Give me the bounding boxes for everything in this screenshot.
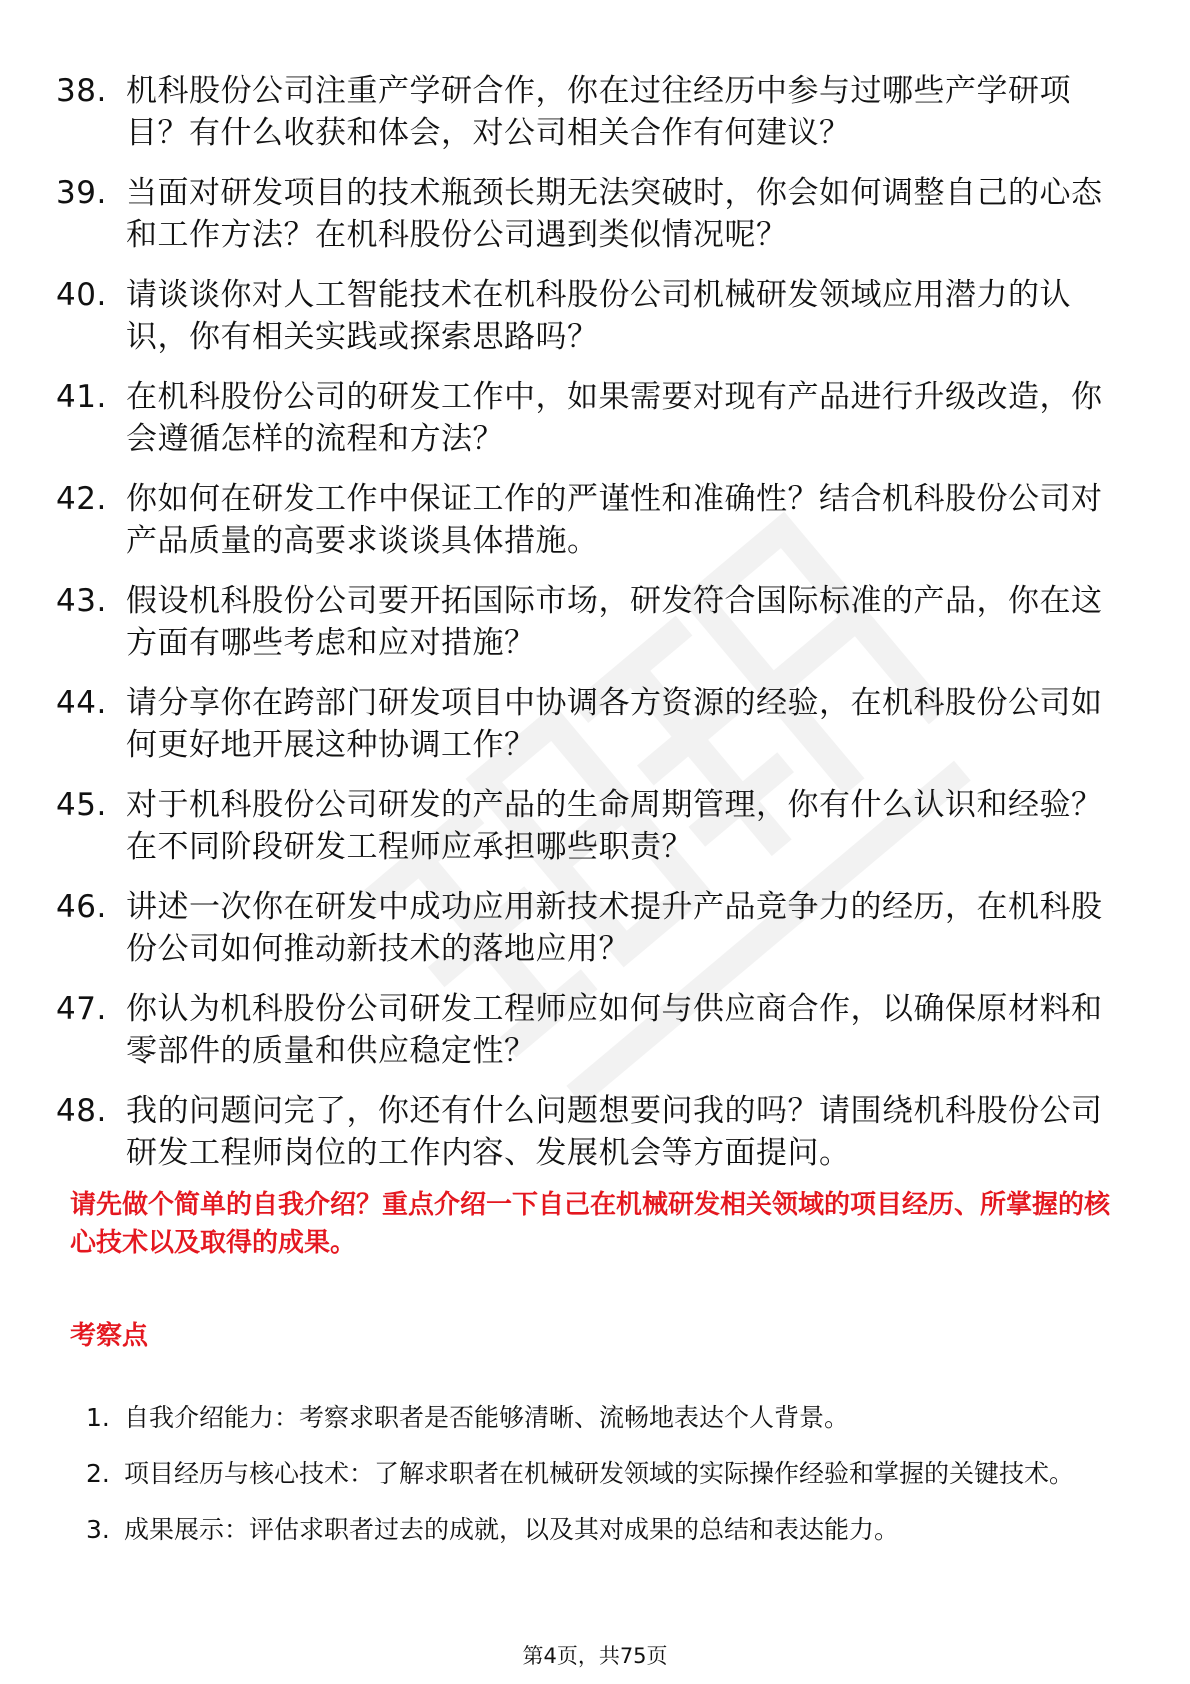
question-item-43 — [56, 580, 1116, 664]
question-text: 你如何在研发工作中保证工作的严谨性和准确性？结合机科股份公司对产品质量的高要求谈谈具体措施。 — [126, 481, 1103, 559]
question-item-46 — [56, 886, 1116, 970]
assessment-point — [86, 1390, 1120, 1446]
point-number: 3. — [86, 1515, 110, 1544]
question-item-44 — [56, 682, 1116, 766]
question-text: 讲述一次你在研发中成功应用新技术提升产品竞争力的经历，在机科股份公司如何推动新技术的落地应用？ — [126, 889, 1103, 967]
question-number: 46. — [56, 889, 107, 925]
question-text: 假设机科股份公司要开拓国际市场，研发符合国际标准的产品，你在这方面有哪些考虑和应对措施？ — [126, 583, 1103, 661]
question-number: 38. — [56, 73, 107, 109]
question-item-42 — [56, 478, 1116, 562]
question-text: 在机科股份公司的研发工作中，如果需要对现有产品进行升级改造，你会遵循怎样的流程和方法？ — [126, 379, 1103, 457]
point-text: 项目经历与核心技术：了解求职者在机械研发领域的实际操作经验和掌握的关键技术。 — [124, 1459, 1075, 1488]
question-item-45 — [56, 784, 1116, 868]
point-number: 2. — [86, 1459, 110, 1488]
question-item-48 — [56, 1090, 1116, 1174]
section-title: 考察点 — [70, 1321, 149, 1351]
question-number: 47. — [56, 991, 107, 1027]
question-item-41 — [56, 376, 1116, 460]
question-item-40 — [56, 274, 1116, 358]
assessment-point — [86, 1446, 1120, 1502]
question-text: 对于机科股份公司研发的产品的生命周期管理，你有什么认识和经验？在不同阶段研发工程师应承担哪些职责？ — [126, 787, 1103, 865]
question-item-39 — [56, 172, 1116, 256]
point-number: 1. — [86, 1403, 110, 1432]
page-footer: 第4页，共75页 — [522, 1644, 668, 1668]
question-number: 40. — [56, 277, 107, 313]
question-number: 43. — [56, 583, 107, 619]
question-item-38 — [56, 70, 1116, 154]
question-number: 44. — [56, 685, 107, 721]
point-text: 自我介绍能力：考察求职者是否能够清晰、流畅地表达个人背景。 — [124, 1403, 850, 1432]
question-text: 我的问题问完了，你还有什么问题想要问我的吗？请围绕机科股份公司研发工程师岗位的工作内容、发展机会等方面提问。 — [126, 1093, 1103, 1171]
question-text: 机科股份公司注重产学研合作，你在过往经历中参与过哪些产学研项目？有什么收获和体会，对公司相关合作有何建议？ — [126, 73, 1071, 151]
question-number: 39. — [56, 175, 107, 211]
assessment-point — [86, 1502, 1120, 1558]
point-text: 成果展示：评估求职者过去的成就，以及其对成果的总结和表达能力。 — [124, 1515, 900, 1544]
question-number: 41. — [56, 379, 107, 415]
question-number: 48. — [56, 1093, 107, 1129]
question-text: 请分享你在跨部门研发项目中协调各方资源的经验，在机科股份公司如何更好地开展这种协调工作？ — [126, 685, 1103, 763]
assessment-points-list — [86, 1390, 1120, 1558]
question-number: 45. — [56, 787, 107, 823]
question-text: 你认为机科股份公司研发工程师应如何与供应商合作，以确保原材料和零部件的质量和供应稳定性？ — [126, 991, 1103, 1069]
question-text: 请谈谈你对人工智能技术在机科股份公司机械研发领域应用潜力的认识，你有相关实践或探索思路吗？ — [126, 277, 1071, 355]
question-text: 当面对研发项目的技术瓶颈长期无法突破时，你会如何调整自己的心态和工作方法？在机科股份公司遇到类似情况呢？ — [126, 175, 1103, 253]
question-list — [56, 70, 1116, 1192]
highlight-question: 请先做个简单的自我介绍？重点介绍一下自己在机械研发相关领域的项目经历、所掌握的核心技术以及取得的成果。 — [70, 1190, 1111, 1258]
question-number: 42. — [56, 481, 107, 517]
question-item-47 — [56, 988, 1116, 1072]
